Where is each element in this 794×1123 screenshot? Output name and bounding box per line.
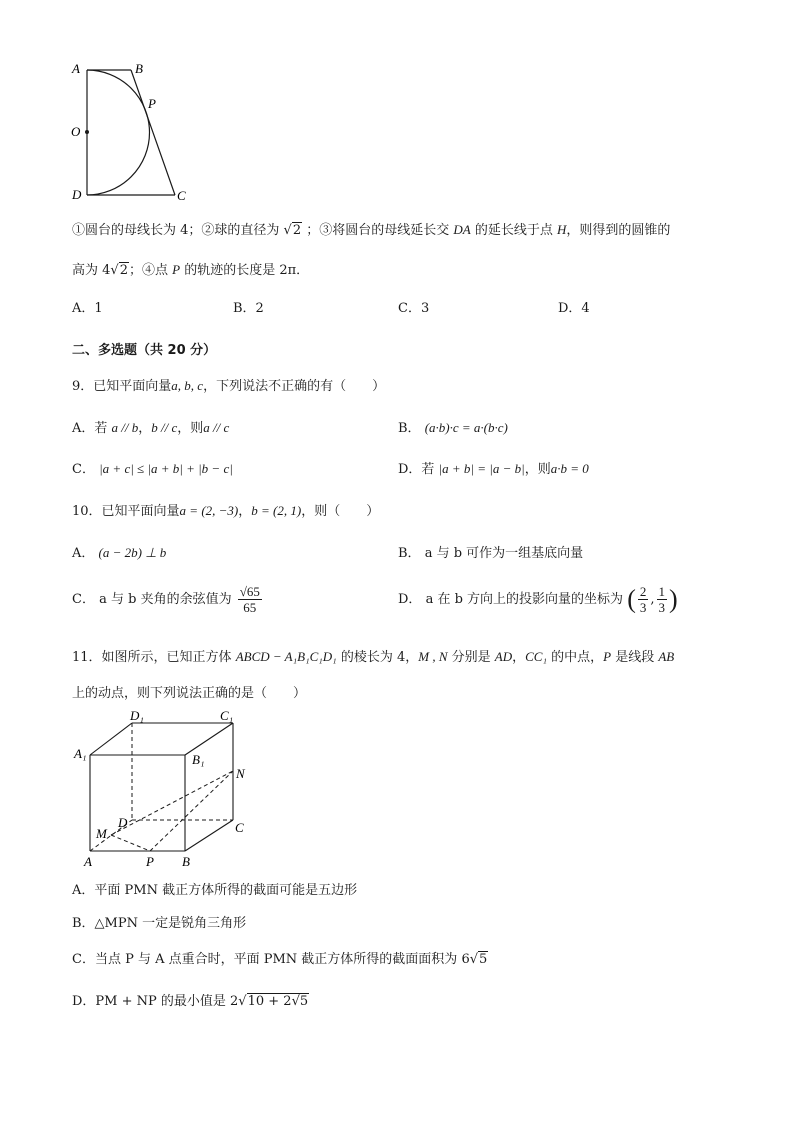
sqrt-symbol: √ — [110, 263, 119, 278]
q8-option-A[interactable]: A．1 — [72, 301, 103, 316]
q8-statement-line2: 高为 4√2；④点 P 的轨迹的长度是 2π． — [72, 262, 310, 278]
q9-option-B[interactable]: B． (a·b)·c = a·(b·c) — [398, 420, 508, 436]
q9-option-D[interactable]: D．若 |a + b| = |a − b|，则a·b = 0 — [398, 461, 589, 477]
label-B1: B₁ — [192, 752, 205, 767]
fraction: $\frac{2}{3}$ — [639, 584, 647, 615]
q11-option-C[interactable]: C．当点 P 与 A 点重合时，平面 PMN 截正方体所得的截面面积为 6√5 — [72, 952, 488, 967]
label-M: M — [96, 826, 107, 841]
label-C: C — [177, 188, 186, 203]
label-A: A — [72, 61, 80, 76]
q10-option-D[interactable]: D． a 在 b 方向上的投影向量的坐标为 ( $\frac{2}{3}$ , $\frac{1}{3}$ ) — [398, 584, 678, 615]
label-A: A — [84, 854, 92, 869]
edge-A1-D1 — [90, 723, 132, 755]
sqrt-symbol: √ — [469, 952, 479, 967]
segment-P-N — [150, 771, 233, 851]
q10-option-A[interactable]: A． (a − 2b) ⊥ b — [72, 545, 167, 561]
label-D1: D₁ — [130, 708, 144, 723]
q9-option-A[interactable]: A．若 a // b，b // c，则a // c — [72, 420, 230, 436]
label-O: O — [71, 124, 81, 139]
q8-option-D[interactable]: D．4 — [558, 301, 590, 316]
q9-option-C[interactable]: C． |a + c| ≤ |a + b| + |b − c| — [72, 461, 233, 477]
q9-stem: 9．已知平面向量a, b, c，下列说法不正确的有（ ） — [72, 378, 386, 394]
label-N: N — [236, 766, 245, 781]
semicircle-arc — [87, 70, 150, 195]
sqrt-symbol: √ — [283, 223, 292, 238]
label-A1: A₁ — [74, 746, 87, 761]
label-P: P — [148, 96, 156, 111]
q8-statement-line1: ①圆台的母线长为 4；②球的直径为 √2 ；③将圆台的母线延长交 DA 的延长线于点 H，则得到的圆锥的 — [72, 222, 671, 238]
edge-B-C — [185, 820, 233, 851]
edge-B1-C1 — [185, 723, 233, 755]
q11-option-A[interactable]: A．平面 PMN 截正方体所得的截面可能是五边形 — [72, 883, 358, 898]
q11-stem-line1: 11．如图所示，已知正方体 ABCD − A₁B₁C₁D₁ 的棱长为 4，M , N 分别是 AD，CC₁ 的中点，P 是线段 AB — [72, 649, 675, 665]
figure-frustum-sphere — [60, 55, 200, 210]
segment-M-P — [111, 835, 150, 851]
fraction: $\frac{1}{3}$ — [658, 584, 666, 615]
label-B: B — [135, 61, 143, 76]
edge-BC — [131, 70, 175, 195]
label-D: D — [118, 815, 128, 830]
label-C: C — [235, 820, 244, 835]
figure-cube — [68, 708, 268, 873]
q10-option-B[interactable]: B． a 与 b 可作为一组基底向量 — [398, 546, 584, 561]
q8-option-C[interactable]: C．3 — [398, 301, 430, 316]
point-O — [85, 130, 89, 134]
segment-M-N — [111, 771, 233, 835]
fraction: $\frac{√65}{65}$ — [239, 584, 260, 615]
q11-option-D[interactable]: D．PM + NP 的最小值是 2√10 + 2√5 — [72, 994, 309, 1009]
label-C1: C₁ — [220, 708, 234, 723]
q10-option-C[interactable]: C． a 与 b 夹角的余弦值为 $\frac{√65}{65}$ — [72, 584, 260, 615]
sqrt-symbol: √ — [238, 994, 247, 1009]
label-D: D — [72, 187, 82, 202]
q8-option-B[interactable]: B．2 — [233, 301, 264, 316]
label-P: P — [146, 854, 154, 869]
section-title: 二、多选题（共 20 分） — [72, 343, 217, 358]
q10-stem: 10．已知平面向量a = (2, −3)，b = (2, 1)，则（ ） — [72, 503, 380, 519]
q11-option-B[interactable]: B．△MPN 一定是锐角三角形 — [72, 916, 247, 931]
q11-stem-line2: 上的动点，则下列说法正确的是（ ） — [72, 686, 307, 701]
label-B: B — [182, 854, 190, 869]
